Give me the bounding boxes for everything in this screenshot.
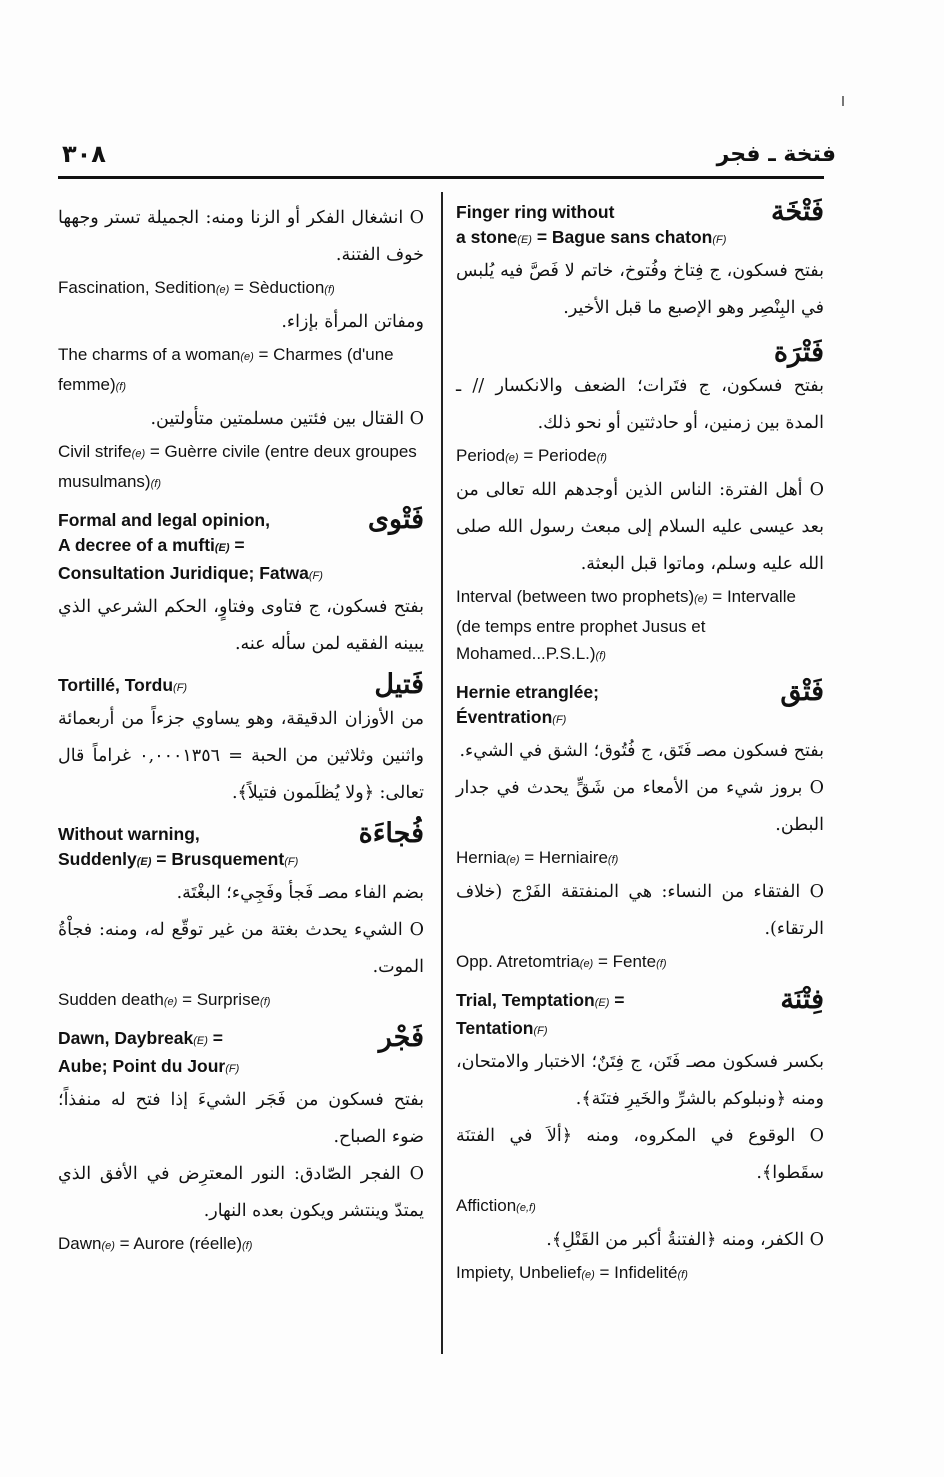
language-tag: (f) (595, 650, 606, 662)
language-tag: (e) (506, 854, 520, 866)
translation-text: Éventration (456, 707, 553, 727)
headword: فَتْوى (367, 504, 424, 535)
english-gloss (58, 986, 424, 1016)
headword: فَتْرَة (773, 337, 824, 368)
entry-fatwa (58, 504, 424, 663)
translation-text: Trial, Temptation (456, 990, 595, 1010)
arabic-sense: O الشيء يحدث بغتة من غير توقّع له، ومنه: فجاْةُ الموت. (58, 920, 424, 977)
gloss-text: Hernia (456, 848, 507, 867)
gloss-text: Impiety, Unbelief (456, 1263, 582, 1282)
arabic-definition: بفتح فسكون، ج فتَرات؛ الضعف والانكسار // ـ المدة بين زمنين، أو حادثتين أو نحو ذلك. (456, 376, 824, 433)
translation-text: Finger ring without (456, 202, 615, 222)
language-tag: (e) (163, 996, 178, 1008)
language-tag: (E) (214, 542, 230, 554)
arabic-sense: O القتال بين فئتين مسلمتين متأولتين. (150, 409, 424, 429)
headword: فُجاءَة (358, 818, 424, 849)
language-tag: (F) (552, 714, 567, 726)
arabic-sense: O الفتقاء من النساء: هي المنفتقة الفَرْج (خلاف الرتقاء). (456, 882, 824, 939)
language-tag: (F) (284, 856, 299, 868)
gloss-text: = Aurore (réelle) (114, 1234, 243, 1253)
arabic-sense: O أهل الفترة: الناس الذين أوجدهم الله تعالى من بعد عيسى عليه السلام إلى مبعث رسول الله صلى الله عليه وسلم، وماتوا قبل البعثة. (456, 480, 824, 574)
translation-text: = (207, 1028, 223, 1048)
language-tag: (F) (173, 682, 188, 694)
english-gloss (456, 844, 824, 874)
translation-text: = (609, 990, 625, 1010)
gloss-text: = Sèduction (229, 278, 325, 297)
gloss-text: = Fente (593, 952, 657, 971)
language-tag: (f) (656, 958, 667, 970)
arabic-definition: بفتح فسكون، ج فِتاخ وفُتوخ، خاتم لا فَصَّ فيه يُلبس في البِنْصِر وهو الإصبع ما قبل الأخير. (456, 261, 824, 318)
headword: فَتْق (780, 676, 824, 707)
language-tag: (f) (607, 854, 619, 866)
language-tag: (f) (596, 452, 607, 464)
gloss-text: = Guèrre civile (entre deux groupes musulmans) (58, 442, 417, 491)
left-column (58, 200, 424, 1270)
gloss-text: = Periode (518, 446, 597, 465)
arabic-definition: بفتح فسكون من فَجَر الشيءَ إذا فتح له منفذاً؛ ضوء الصباح. (58, 1090, 424, 1147)
english-gloss (58, 1230, 424, 1260)
english-gloss (456, 583, 824, 670)
translation-text: Without warning, (58, 824, 200, 844)
translation-text: Tentation (456, 1018, 534, 1038)
language-tag: (f) (242, 1240, 253, 1252)
entry-translation (456, 988, 824, 1044)
entry-fitna-continued (58, 200, 424, 498)
gloss-text: Civil strife (58, 442, 132, 461)
entry-translation (456, 200, 824, 253)
corner-mark (842, 96, 844, 106)
arabic-sense: O بروز شيء من الأمعاء من شَقٍّ يحدث في جدار البطن. (456, 778, 824, 835)
language-tag: (F) (712, 234, 727, 246)
entry-fatra (456, 337, 824, 670)
arabic-sense: O انشغال الفكر أو الزنا ومنه: الجميلة تستر وجهها خوف الفتنة. (58, 208, 424, 265)
entry-fajr (58, 1022, 424, 1260)
language-tag: (f) (677, 1269, 688, 1281)
translation-text: Formal and legal opinion, (58, 510, 270, 530)
language-tag: (f) (150, 478, 161, 490)
english-gloss (58, 274, 424, 304)
gloss-text: = Surprise (177, 990, 261, 1009)
language-tag: (f) (260, 996, 271, 1008)
english-gloss (58, 341, 424, 401)
english-gloss (58, 438, 424, 498)
gloss-text: = Intervalle (de temps entre prophet Jusus et Mohamed...P.S.L.) (456, 587, 796, 663)
language-tag: (e) (581, 1269, 595, 1281)
arabic-sense: O الفجر الصّادق: النور المعترِض في الأفق الذي يمتدّ وينتشر ويكون بعده النهار. (58, 1164, 424, 1221)
english-gloss (456, 948, 824, 978)
translation-text: = (229, 535, 245, 555)
column-divider (441, 192, 443, 1354)
entry-fitna (456, 984, 824, 1289)
arabic-definition: بضم الفاء مصـ فَجأ وفَجِيء؛ البغْتَة. (176, 883, 424, 903)
language-tag: (e) (240, 351, 254, 363)
language-tag: (F) (533, 1025, 548, 1037)
gloss-text: Affiction (456, 1196, 517, 1215)
translation-text: = Bague sans chaton (531, 227, 713, 247)
arabic-sense: ومفاتن المرأة بإزاء. (281, 312, 424, 332)
entry-fatkha (456, 196, 824, 327)
english-gloss (456, 442, 824, 472)
gloss-text: = Infidelité (594, 1263, 678, 1282)
right-column (456, 196, 824, 1299)
language-tag: (F) (225, 1063, 240, 1075)
gloss-text: Sudden death (58, 990, 164, 1009)
translation-text: Dawn, Daybreak (58, 1028, 194, 1048)
language-tag: (F) (308, 570, 323, 582)
translation-text: = Brusquement (151, 849, 285, 869)
translation-text: Consultation Juridique; Fatwa (58, 563, 309, 583)
language-tag: (e) (131, 448, 146, 460)
english-gloss (456, 1259, 824, 1289)
language-tag: (e) (694, 593, 708, 605)
entry-translation (456, 680, 824, 733)
headword: فَتيل (374, 669, 424, 700)
headword: فِتْنَة (780, 984, 824, 1015)
headword: فَتْخَة (771, 196, 824, 227)
translation-text: Tortillé, Tordu (58, 675, 174, 695)
gloss-text: Dawn (58, 1234, 102, 1253)
gloss-text: = Herniaire (519, 848, 608, 867)
language-tag: (E) (193, 1035, 208, 1047)
language-tag: (E) (594, 997, 610, 1009)
running-head: فتخة ـ فجر (716, 142, 836, 167)
entry-fujaa (58, 818, 424, 1016)
language-tag: (e) (215, 284, 230, 296)
arabic-sense: O الوقوع في المكروه، ومنه ﴿ألاَ في الفتنَة سقَطوا﴾. (456, 1126, 824, 1183)
page-number: ٣٠٨ (62, 140, 106, 168)
language-tag: (e,f) (516, 1202, 536, 1214)
language-tag: (f) (324, 284, 335, 296)
english-gloss (456, 1192, 824, 1222)
entry-fatil (58, 669, 424, 812)
arabic-definition: من الأوزان الدقيقة، وهو يساوي جزءاً من أربعمائة واثنين وثلاثين من الحبة = ٠,٠٠٠١٣٥٦ غراماً قال تعالى: ﴿ولا يُظلَمون فتيلاً﴾. (58, 709, 424, 803)
arabic-definition: بفتح فسكون مصـ فَتَق، ج فُتُوق؛ الشق في الشيء. (459, 741, 824, 761)
translation-text: Aube; Point du Jour (58, 1056, 226, 1076)
language-tag: (e) (579, 958, 594, 970)
arabic-definition: بكسر فسكون مصـ فَتَن، ج فِتَنٌ؛ الاختبار والامتحان، ومنه ﴿ونبلوكم بالشرِّ والخَيرِ فتنَة﴾. (456, 1052, 824, 1109)
entry-translation (58, 1026, 424, 1082)
language-tag: (E) (136, 856, 152, 868)
language-tag: (e) (101, 1240, 115, 1252)
header-rule (58, 176, 824, 179)
gloss-text: = Charmes (d'une femme) (58, 345, 394, 394)
gloss-text: Fascination, Sedition (58, 278, 216, 297)
entry-translation (58, 673, 424, 701)
language-tag: (E) (517, 234, 532, 246)
translation-text: A decree of a mufti (58, 535, 215, 555)
entry-fatq (456, 676, 824, 978)
headword: فَجْر (378, 1022, 424, 1053)
translation-text: a stone (456, 227, 518, 247)
gloss-text: The charms of a woman (58, 345, 241, 364)
translation-text: Suddenly (58, 849, 137, 869)
language-tag: (f) (115, 381, 127, 393)
gloss-text: Interval (between two prophets) (456, 587, 695, 606)
gloss-text: Period (456, 446, 506, 465)
arabic-sense: O الكفر، ومنه ﴿الفتنةُ أكبر من القَتْلِ﴾. (546, 1230, 824, 1250)
arabic-definition: بفتح فسكون، ج فتاوى وفتاوٍ، الحكم الشرعي الذي يبينه الفقيه لمن سأله عنه. (58, 597, 424, 654)
gloss-text: Opp. Atretomtria (456, 952, 580, 971)
translation-text: Hernie etranglée; (456, 682, 599, 702)
language-tag: (e) (505, 452, 519, 464)
